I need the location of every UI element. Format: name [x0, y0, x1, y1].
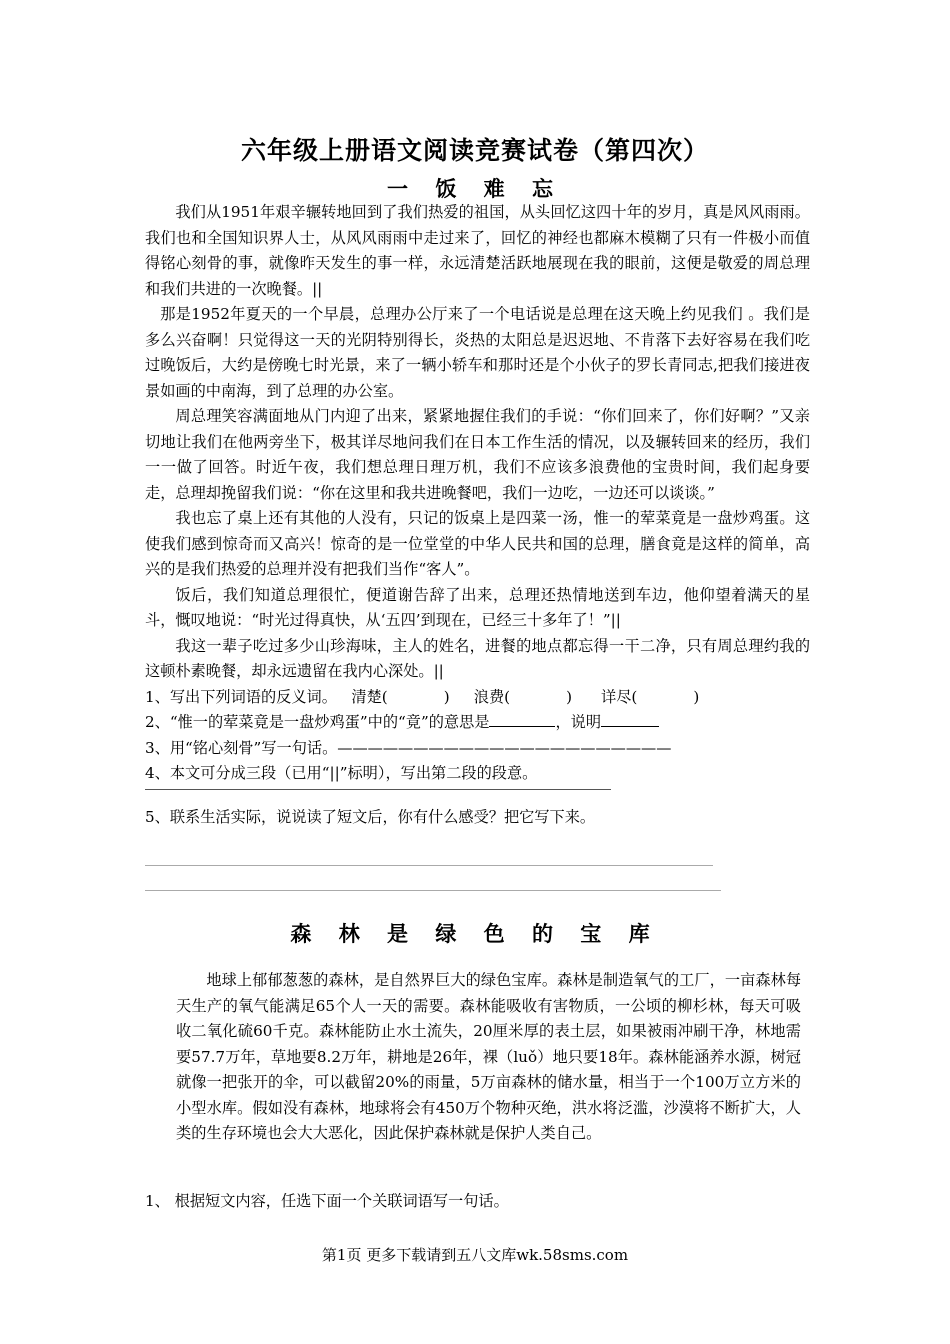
question-2-text-b: ，说明	[555, 713, 602, 731]
q2-blank-1[interactable]	[489, 712, 555, 727]
paragraph-1: 我们从1951年艰辛辗转地回到了我们热爱的祖国，从头回忆这四十年的岁月，真是风风雨雨。我们也和全国知识界人士，从风风雨雨中走过来了，回忆的神经也都麻木模糊了只有一件极小而值得铭心刻骨的事，就像昨天发生的事一样，永远清楚活跃地展现在我的眼前，这便是敬爱的周总理和我们共进的一次晚餐。||	[145, 203, 810, 298]
paragraph-5: 饭后，我们知道总理很忙，便道谢告辞了出来，总理还热情地送到车边，他仰望着满天的星斗，慨叹地说：“时光过得真快，从‘五四’到现在，已经三十多年了！”||	[145, 585, 810, 629]
question-4: 4、本文可分成三段（已用“||”标明），写出第二段的段意。	[145, 764, 538, 782]
paragraph-6: 我这一辈子吃过多少山珍海味，主人的姓名，进餐的地点都忘得一干二净，只有周总理约我的这顿朴素晚餐，却永远遗留在我内心深处。||	[145, 636, 810, 680]
q1-word-1: 清楚(	[351, 687, 388, 706]
page-footer: 第1页 更多下载请到五八文库wk.58sms.com	[321, 1246, 629, 1264]
section1-body	[145, 200, 810, 830]
paragraph-3: 周总理笑容满面地从门内迎了出来，紧紧地握住我们的手说：“你们回来了，你们好啊？”又亲切地让我们在他两旁坐下，极其详尽地问我们在日本工作生活的情况，以及辗转回来的经历，我们一一做了回答。时近午夜，我们想总理日理万机，我们不应该多浪费他的宝贵时间，我们起身要走，总理却挽留我们说：“你在这里和我共进晚餐吧，我们一边吃，一边还可以谈谈。”	[145, 407, 810, 502]
section2-paragraph: 地球上郁郁葱葱的森林，是自然界巨大的绿色宝库。森林是制造氧气的工厂，一亩森林每天生产的氧气能满足65个人一天的需要。森林能吸收有害物质，一公顷的柳杉林，每天可吸收二氧化硫60千克。森林能防止水土流失，20厘米厚的表土层，如果被雨冲刷干净，林地需要57.7万年，草地要8.2万年，耕地是26年，裸（luǒ）地只要18年。森林能涵养水源，树冠就像一把张开的伞，可以截留20%的雨量，5万亩森林的储水量，相当于一个100万立方米的小型水库。假如没有森林，地球将会有450万个物种灭绝，洪水将泛滥，沙漠将不断扩大，人类的生存环境也会大大恶化，因此保护森林就是保护人类自己。	[176, 971, 801, 1142]
section2-body	[176, 968, 801, 1147]
paragraph-2: 那是1952年夏天的一个早晨，总理办公厅来了一个电话说是总理在这天晚上约见我们 。我们是多么兴奋啊！只觉得这一天的光阴特别得长，炎热的太阳总是迟迟地、不肯落下去好容易在我们吃过晚饭后，大约是傍晚七时光景，来了一辆小轿车和那时还是个小伙子的罗长青同志,把我们接进夜景如画的中南海，到了总理的办公室。	[145, 305, 810, 400]
paragraph-4: 我也忘了桌上还有其他的人没有，只记的饭桌上是四菜一汤，惟一的荤菜竟是一盘炒鸡蛋。这使我们感到惊奇而又高兴！惊奇的是一位堂堂的中华人民共和国的总理，膳食竟是这样的简单，高兴的是我们热爱的总理并没有把我们当作“客人”。	[145, 509, 810, 578]
section1-title: 一 饭 难 忘	[387, 176, 563, 201]
q5-answer-line-1[interactable]	[145, 865, 713, 866]
page-title: 六年级上册语文阅读竞赛试卷（第四次）	[240, 136, 709, 165]
question-3: 3、用“铭心刻骨”写一句话。——————————————————————	[145, 738, 672, 757]
q1-word-2: 浪费(	[473, 687, 511, 706]
question-1	[145, 685, 810, 711]
paren-close: )	[443, 687, 450, 706]
paren-close: )	[566, 687, 573, 706]
section2-title: 森 林 是 绿 色 的 宝 库	[290, 921, 660, 946]
question-2	[145, 710, 810, 736]
question-5: 5、联系生活实际，说说读了短文后，你有什么感受？把它写下来。	[145, 807, 596, 826]
q2-blank-2[interactable]	[601, 712, 659, 727]
q1-word-3: 详尽(	[601, 687, 638, 706]
q4-answer-line[interactable]	[145, 789, 611, 790]
q5-answer-line-2[interactable]	[145, 890, 721, 891]
question-2-text-a: 2、“惟一的荤菜竟是一盘炒鸡蛋”中的“竟”的意思是	[145, 713, 490, 731]
paren-close: )	[693, 687, 700, 706]
section2-question-1: 1、 根据短文内容，任选下面一个关联词语写一句话。	[145, 1192, 509, 1210]
question-1-prefix: 1、写出下列词语的反义词。	[145, 687, 337, 706]
